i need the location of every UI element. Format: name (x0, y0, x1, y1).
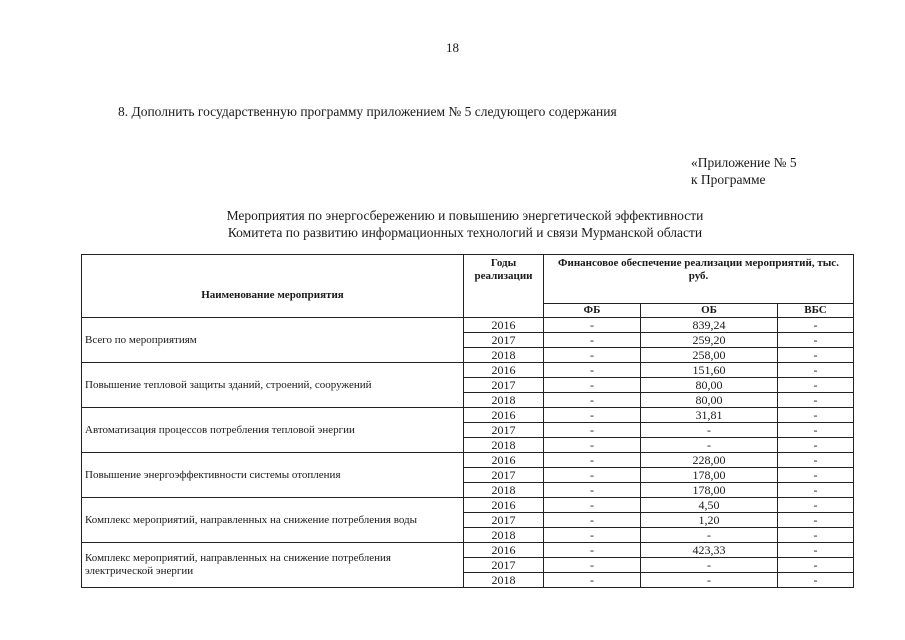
cell-ob: - (641, 438, 778, 453)
cell-ob: - (641, 528, 778, 543)
cell-fb: - (544, 348, 641, 363)
appendix-line-2: к Программе (691, 172, 766, 187)
table-row (82, 318, 854, 333)
cell-fb: - (544, 498, 641, 513)
table-row (82, 453, 854, 468)
financing-table (81, 254, 854, 588)
cell-vbs: - (778, 513, 854, 528)
table-row (82, 543, 854, 558)
cell-fb: - (544, 333, 641, 348)
header-fb: ФБ (544, 303, 641, 317)
cell-year: 2016 (464, 498, 544, 513)
cell-vbs: - (778, 558, 854, 573)
cell-fb: - (544, 468, 641, 483)
cell-fb: - (544, 423, 641, 438)
cell-vbs: - (778, 483, 854, 498)
appendix-reference (691, 154, 797, 188)
measure-name: Автоматизация процессов потребления тепловой энергии (82, 408, 464, 453)
cell-ob: 80,00 (641, 378, 778, 393)
cell-fb: - (544, 453, 641, 468)
table-row (82, 498, 854, 513)
cell-vbs: - (778, 393, 854, 408)
cell-fb: - (544, 378, 641, 393)
cell-vbs: - (778, 333, 854, 348)
cell-fb: - (544, 558, 641, 573)
cell-ob: 259,20 (641, 333, 778, 348)
cell-year: 2017 (464, 378, 544, 393)
cell-ob: 80,00 (641, 393, 778, 408)
cell-fb: - (544, 573, 641, 588)
cell-ob: - (641, 558, 778, 573)
document-title-line-1: Мероприятия по энергосбережению и повышению энергетической эффективности (226, 208, 704, 223)
cell-ob: 151,60 (641, 363, 778, 378)
cell-year: 2016 (464, 363, 544, 378)
cell-year: 2017 (464, 468, 544, 483)
cell-year: 2017 (464, 558, 544, 573)
cell-ob: 178,00 (641, 483, 778, 498)
cell-fb: - (544, 543, 641, 558)
cell-fb: - (544, 483, 641, 498)
header-years: Годы реализации (464, 255, 544, 318)
cell-fb: - (544, 363, 641, 378)
cell-year: 2017 (464, 423, 544, 438)
cell-year: 2017 (464, 513, 544, 528)
cell-vbs: - (778, 498, 854, 513)
document-title-line-2: Комитета по развитию информационных технологий и связи Мурманской области (227, 225, 703, 240)
cell-year: 2016 (464, 543, 544, 558)
document-title (0, 207, 905, 241)
table-header (82, 255, 854, 318)
cell-fb: - (544, 438, 641, 453)
cell-year: 2018 (464, 573, 544, 588)
cell-ob: 258,00 (641, 348, 778, 363)
cell-fb: - (544, 408, 641, 423)
cell-fb: - (544, 528, 641, 543)
cell-vbs: - (778, 528, 854, 543)
cell-vbs: - (778, 543, 854, 558)
cell-ob: - (641, 423, 778, 438)
cell-ob: 839,24 (641, 318, 778, 333)
cell-fb: - (544, 393, 641, 408)
measure-name: Комплекс мероприятий, направленных на снижение потребления электрической энергии (82, 543, 464, 588)
cell-vbs: - (778, 468, 854, 483)
appendix-line-1: «Приложение № 5 (691, 155, 797, 170)
header-name: Наименование мероприятия (82, 255, 464, 318)
cell-year: 2018 (464, 528, 544, 543)
cell-fb: - (544, 318, 641, 333)
cell-vbs: - (778, 363, 854, 378)
measure-name: Повышение тепловой защиты зданий, строений, сооружений (82, 363, 464, 408)
cell-ob: - (641, 573, 778, 588)
page-number: 18 (446, 40, 459, 55)
cell-year: 2016 (464, 318, 544, 333)
cell-vbs: - (778, 408, 854, 423)
cell-ob: 228,00 (641, 453, 778, 468)
cell-ob: 31,81 (641, 408, 778, 423)
cell-year: 2018 (464, 348, 544, 363)
header-financing: Финансовое обеспечение реализации мероприятий, тыс. руб. (544, 255, 854, 304)
amendment-item-text: 8. Дополнить государственную программу приложением № 5 следующего содержания (118, 104, 617, 119)
header-vbs: ВБС (778, 303, 854, 317)
cell-vbs: - (778, 348, 854, 363)
table-body (82, 318, 854, 588)
cell-ob: 178,00 (641, 468, 778, 483)
table-row (82, 363, 854, 378)
cell-vbs: - (778, 378, 854, 393)
cell-vbs: - (778, 423, 854, 438)
measure-name: Всего по мероприятиям (82, 318, 464, 363)
cell-year: 2018 (464, 438, 544, 453)
cell-vbs: - (778, 438, 854, 453)
measure-name: Повышение энергоэффективности системы отопления (82, 453, 464, 498)
cell-fb: - (544, 513, 641, 528)
cell-vbs: - (778, 318, 854, 333)
cell-vbs: - (778, 453, 854, 468)
cell-year: 2018 (464, 393, 544, 408)
table-row (82, 408, 854, 423)
cell-year: 2017 (464, 333, 544, 348)
header-ob: ОБ (641, 303, 778, 317)
cell-vbs: - (778, 573, 854, 588)
cell-year: 2018 (464, 483, 544, 498)
cell-year: 2016 (464, 408, 544, 423)
cell-ob: 1,20 (641, 513, 778, 528)
cell-ob: 423,33 (641, 543, 778, 558)
measure-name: Комплекс мероприятий, направленных на снижение потребления воды (82, 498, 464, 543)
cell-year: 2016 (464, 453, 544, 468)
cell-ob: 4,50 (641, 498, 778, 513)
